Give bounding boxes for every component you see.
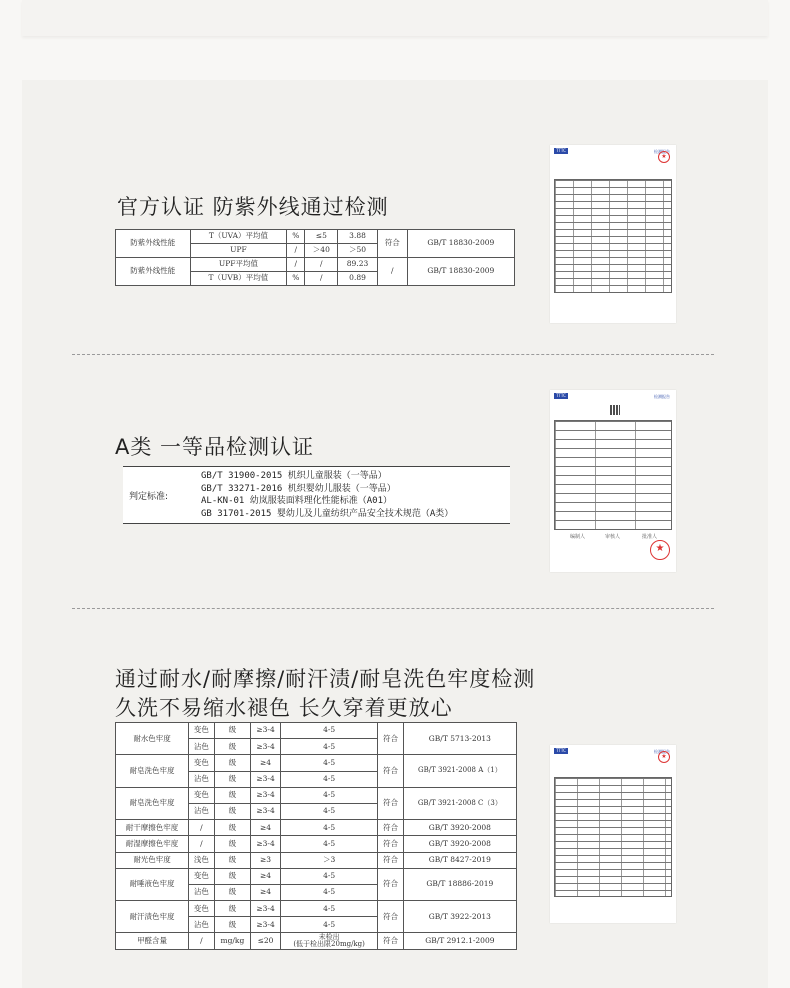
uv-value: ＞50: [338, 244, 378, 258]
fastness-value: ＞3: [280, 852, 377, 868]
fastness-row: [116, 820, 517, 836]
fastness-row: [116, 868, 517, 884]
standard-item: GB 31701-2015 婴幼儿及儿童纺织产品安全技术规范（A类）: [201, 508, 454, 519]
fastness-value: 未检出 (低于检出限20mg/kg): [280, 933, 377, 949]
uv-standard: GB/T 18830-2009: [407, 230, 514, 258]
fastness-unit: 级: [214, 884, 251, 900]
fastness-name: 甲醛含量: [116, 933, 189, 949]
standards-box: [123, 466, 510, 524]
fastness-value: 4-5: [280, 771, 377, 787]
fastness-value: 4-5: [280, 820, 377, 836]
fastness-sub: 沾色: [189, 771, 214, 787]
fastness-row: [116, 787, 517, 803]
uv-value: 89.23: [338, 258, 378, 272]
fastness-unit: 级: [214, 852, 251, 868]
fastness-name: 耐水色牢度: [116, 723, 189, 755]
fastness-name: 耐皂洗色牢度: [116, 755, 189, 787]
fastness-value: 4-5: [280, 884, 377, 900]
standards-label: 判定标准:: [129, 492, 169, 502]
fastness-row: [116, 933, 517, 949]
stamp-icon: ★: [650, 540, 670, 560]
fastness-unit: 级: [214, 723, 251, 739]
fastness-standard: GB/T 3922-2013: [403, 901, 516, 933]
qr-code-icon: [610, 405, 620, 415]
fastness-sub: 变色: [189, 868, 214, 884]
uv-unit: %: [287, 230, 305, 244]
uv-result: 符合: [377, 230, 407, 258]
fastness-sub: 沾色: [189, 884, 214, 900]
fastness-result: 符合: [378, 787, 403, 819]
fastness-requirement: ≥3-4: [251, 723, 281, 739]
fastness-sub: /: [189, 933, 214, 949]
top-bar: [22, 0, 768, 36]
uv-standard: GB/T 18830-2009: [407, 258, 514, 286]
fastness-name: 耐干摩擦色牢度: [116, 820, 189, 836]
standard-item: AL-KN-01 幼岚服装面料理化性能标准（A01）: [201, 496, 393, 506]
uv-unit: %: [287, 272, 305, 286]
fastness-value: 4-5: [280, 787, 377, 803]
fastness-row: [116, 723, 517, 739]
fastness-unit: 级: [214, 836, 251, 852]
section1-heading: 官方认证 防紫外线通过检测: [117, 195, 389, 219]
report-table: [554, 777, 672, 897]
fastness-name: 耐唾液色牢度: [116, 868, 189, 900]
report-logo: TTTC: [554, 748, 568, 754]
fastness-requirement: ≥3-4: [251, 771, 281, 787]
uv-item: UPF: [190, 244, 287, 258]
report-signature: 批准人: [642, 534, 658, 540]
uv-row-label: 防紫外线性能: [116, 258, 191, 286]
fastness-standard: GB/T 3921-2008 C（3）: [403, 787, 516, 819]
report-table: [554, 179, 672, 293]
fastness-standard: GB/T 2912.1-2009: [403, 933, 516, 949]
fastness-name: 耐湿摩擦色牢度: [116, 836, 189, 852]
fastness-standard: GB/T 8427-2019: [403, 852, 516, 868]
fastness-requirement: ≥4: [251, 884, 281, 900]
fastness-requirement: ≥3-4: [251, 901, 281, 917]
fastness-standard: GB/T 3921-2008 A（1）: [403, 755, 516, 787]
fastness-row: [116, 901, 517, 917]
section2-heading: A类 一等品检测认证: [115, 435, 315, 459]
uv-row-label: 防紫外线性能: [116, 230, 191, 258]
fastness-result: 符合: [378, 836, 403, 852]
fastness-standard: GB/T 3920-2008: [403, 836, 516, 852]
uv-result: /: [377, 258, 407, 286]
report-header: [554, 148, 672, 158]
fastness-row: [116, 836, 517, 852]
fastness-sub: 沾色: [189, 803, 214, 819]
fastness-sub: /: [189, 820, 214, 836]
fastness-requirement: ≥4: [251, 755, 281, 771]
report-logo: TTTC: [554, 393, 568, 399]
fastness-value: 4-5: [280, 868, 377, 884]
uv-item: T（UVA）平均值: [190, 230, 287, 244]
fastness-unit: 级: [214, 901, 251, 917]
fastness-name: 耐光色牢度: [116, 852, 189, 868]
uv-req: ＞40: [305, 244, 338, 258]
uv-item: T（UVB）平均值: [190, 272, 287, 286]
fastness-requirement: ≥3: [251, 852, 281, 868]
fastness-result: 符合: [378, 852, 403, 868]
uv-unit: /: [287, 258, 305, 272]
fastness-value: 4-5: [280, 723, 377, 739]
divider: [72, 608, 714, 609]
report-signature: 审核人: [605, 534, 621, 540]
fastness-requirement: ≥3-4: [251, 739, 281, 755]
fastness-unit: 级: [214, 739, 251, 755]
report-table: [554, 420, 672, 530]
fastness-value: 4-5: [280, 739, 377, 755]
fastness-unit: 级: [214, 803, 251, 819]
fastness-unit: mg/kg: [214, 933, 251, 949]
test-report-image-3: [550, 745, 676, 923]
fastness-unit: 级: [214, 868, 251, 884]
report-header: [554, 393, 672, 403]
fastness-result: 符合: [378, 868, 403, 900]
fastness-sub: 变色: [189, 755, 214, 771]
fastness-sub: /: [189, 836, 214, 852]
fastness-sub: 变色: [189, 723, 214, 739]
uv-value: 0.89: [338, 272, 378, 286]
fastness-requirement: ≥3-4: [251, 787, 281, 803]
standards-list: [201, 470, 453, 520]
fastness-sub: 变色: [189, 787, 214, 803]
uv-req: /: [305, 258, 338, 272]
fastness-requirement: ≥4: [251, 868, 281, 884]
fastness-result: 符合: [378, 820, 403, 836]
fastness-value: 4-5: [280, 917, 377, 933]
uv-item: UPF平均值: [190, 258, 287, 272]
fastness-unit: 级: [214, 787, 251, 803]
fastness-sub: 沾色: [189, 917, 214, 933]
report-title: 检测报告: [654, 749, 670, 754]
standard-item: GB/T 33271-2016 机织婴幼儿服装（一等品）: [201, 483, 396, 494]
test-report-image-1: [550, 145, 676, 323]
divider: [72, 354, 714, 355]
fastness-value: 4-5: [280, 755, 377, 771]
uv-req: /: [305, 272, 338, 286]
fastness-standard: GB/T 18886-2019: [403, 868, 516, 900]
fastness-requirement: ≥3-4: [251, 803, 281, 819]
fastness-result: 符合: [378, 723, 403, 755]
uv-req: ≤5: [305, 230, 338, 244]
fastness-name: 耐皂洗色牢度: [116, 787, 189, 819]
fastness-unit: 级: [214, 820, 251, 836]
fastness-value: 4-5: [280, 803, 377, 819]
report-header: [554, 748, 672, 758]
fastness-unit: 级: [214, 771, 251, 787]
fastness-requirement: ≤20: [251, 933, 281, 949]
fastness-value: 4-5: [280, 901, 377, 917]
color-fastness-table: [115, 722, 517, 950]
report-signature: 编制人: [570, 534, 586, 540]
uv-value: 3.88: [338, 230, 378, 244]
fastness-sub: 沾色: [189, 739, 214, 755]
fastness-value: 4-5: [280, 836, 377, 852]
uv-test-table: [115, 229, 515, 286]
fastness-row: [116, 755, 517, 771]
fastness-row: [116, 852, 517, 868]
test-report-image-2: [550, 390, 676, 572]
fastness-result: 符合: [378, 933, 403, 949]
fastness-sub: 浅色: [189, 852, 214, 868]
fastness-requirement: ≥3-4: [251, 917, 281, 933]
fastness-result: 符合: [378, 755, 403, 787]
fastness-standard: GB/T 3920-2008: [403, 820, 516, 836]
fastness-name: 耐汗渍色牢度: [116, 901, 189, 933]
report-title: 检测报告: [654, 394, 670, 399]
report-logo: TTTC: [554, 148, 568, 154]
section3-heading-line1: 通过耐水/耐摩擦/耐汗渍/耐皂洗色牢度检测: [115, 667, 536, 691]
fastness-unit: 级: [214, 917, 251, 933]
standard-item: GB/T 31900-2015 机织儿童服装（一等品）: [201, 471, 387, 481]
fastness-sub: 变色: [189, 901, 214, 917]
section3-heading-line2: 久洗不易缩水褪色 长久穿着更放心: [115, 696, 453, 720]
uv-unit: /: [287, 244, 305, 258]
stamp-icon: ★: [658, 151, 670, 163]
fastness-requirement: ≥3-4: [251, 836, 281, 852]
stamp-icon: ★: [658, 751, 670, 763]
fastness-requirement: ≥4: [251, 820, 281, 836]
fastness-unit: 级: [214, 755, 251, 771]
fastness-result: 符合: [378, 901, 403, 933]
report-title: 检测报告: [654, 149, 670, 154]
fastness-standard: GB/T 5713-2013: [403, 723, 516, 755]
